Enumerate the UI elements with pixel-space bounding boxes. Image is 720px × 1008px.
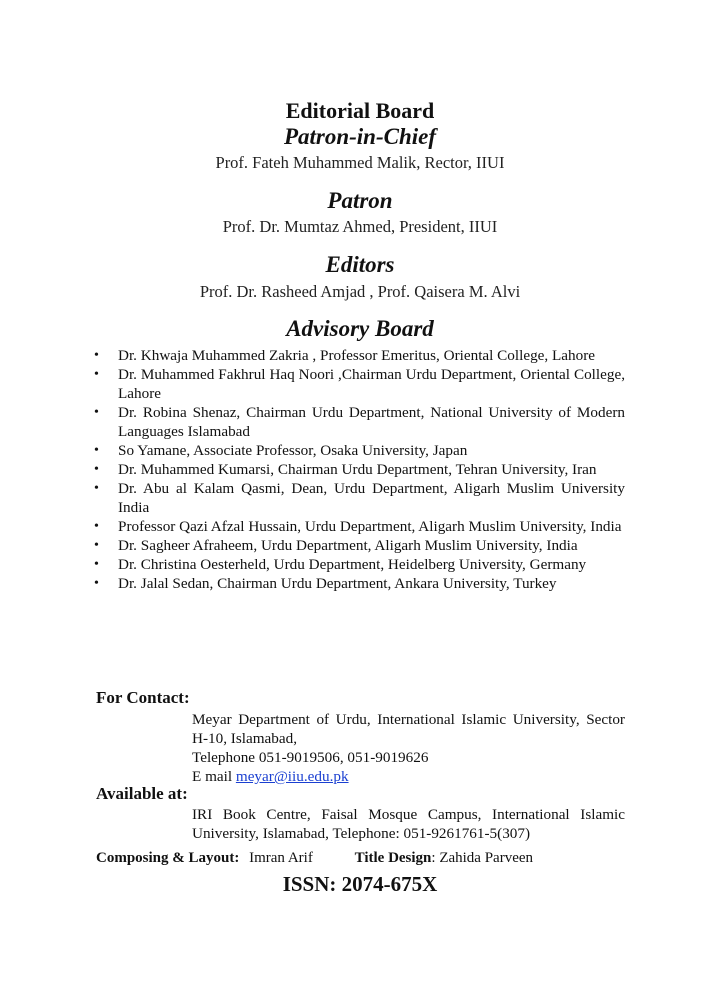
advisory-member: • Dr. Muhammed Fakhrul Haq Noori ,Chairman Urdu Department, Oriental College, Lahore <box>94 366 625 402</box>
bullet-icon: • <box>94 367 99 382</box>
available-text: IRI Book Centre, Faisal Mosque Campus, International Islamic University, Islamabad, Telephone: 051-9261761-5(307) <box>192 806 625 842</box>
contact-heading: For Contact: <box>96 688 190 707</box>
bullet-icon: • <box>94 576 99 591</box>
editors-names: Prof. Dr. Rasheed Amjad , Prof. Qaisera M. Alvi <box>199 282 521 301</box>
advisory-member: • Dr. Muhammed Kumarsi, Chairman Urdu Department, Tehran University, Iran <box>94 461 597 478</box>
advisory-member: • So Yamane, Associate Professor, Osaka University, Japan <box>94 442 468 459</box>
composing-label: Composing & Layout: <box>96 850 240 866</box>
contact-address: Meyar Department of Urdu, International Islamic University, Sector H-10, Islamabad, <box>192 711 625 747</box>
issn: ISSN: 2074-675X <box>282 872 438 896</box>
advisory-member: • Dr. Jalal Sedan, Chairman Urdu Department, Ankara University, Turkey <box>94 575 557 592</box>
bullet-icon: • <box>94 519 99 534</box>
advisory-member: • Dr. Abu al Kalam Qasmi, Dean, Urdu Department, Aligarh Muslim University India <box>94 480 625 516</box>
bullet-icon: • <box>94 443 99 458</box>
contact-block <box>192 710 625 786</box>
email-link[interactable]: meyar@iiu.edu.pk <box>235 768 349 785</box>
available-heading: Available at: <box>96 784 188 803</box>
advisory-member: • Dr. Christina Oesterheld, Urdu Department, Heidelberg University, Germany <box>94 556 587 573</box>
credits-line <box>96 850 533 867</box>
bullet-icon: • <box>94 462 99 477</box>
contact-email-line <box>192 767 625 786</box>
patron-title: Patron <box>327 188 393 213</box>
advisory-board-list <box>94 346 625 593</box>
advisory-member: • Dr. Robina Shenaz, Chairman Urdu Department, National University of Modern Languages Islamabad <box>94 404 625 440</box>
advisory-member: • Professor Qazi Afzal Hussain, Urdu Department, Aligarh Muslim University, India <box>94 518 622 535</box>
contact-telephone: Telephone 051-9019506, 051-9019626 <box>192 749 429 766</box>
bullet-icon: • <box>94 538 99 553</box>
patron-name: Prof. Dr. Mumtaz Ahmed, President, IIUI <box>222 217 498 236</box>
bullet-icon: • <box>94 405 99 420</box>
advisory-member: • Dr. Khwaja Muhammed Zakria , Professor Emeritus, Oriental College, Lahore <box>94 347 596 364</box>
patron-in-chief-title: Patron-in-Chief <box>283 124 437 149</box>
bullet-icon: • <box>94 557 99 572</box>
title-design-name: : Zahida Parveen <box>431 850 534 866</box>
advisory-member: • Dr. Sagheer Afraheem, Urdu Department, Aligarh Muslim University, India <box>94 537 578 554</box>
email-label: E mail <box>192 768 236 785</box>
editors-title: Editors <box>325 252 395 277</box>
patron-in-chief-name: Prof. Fateh Muhammed Malik, Rector, IIUI <box>215 153 505 172</box>
editorial-board-heading: Editorial Board <box>285 98 435 123</box>
bullet-icon: • <box>94 348 99 363</box>
advisory-board-title: Advisory Board <box>286 316 434 341</box>
bullet-icon: • <box>94 481 99 496</box>
composing-name: Imran Arif <box>249 850 313 866</box>
title-design-label: Title Design <box>354 850 432 866</box>
